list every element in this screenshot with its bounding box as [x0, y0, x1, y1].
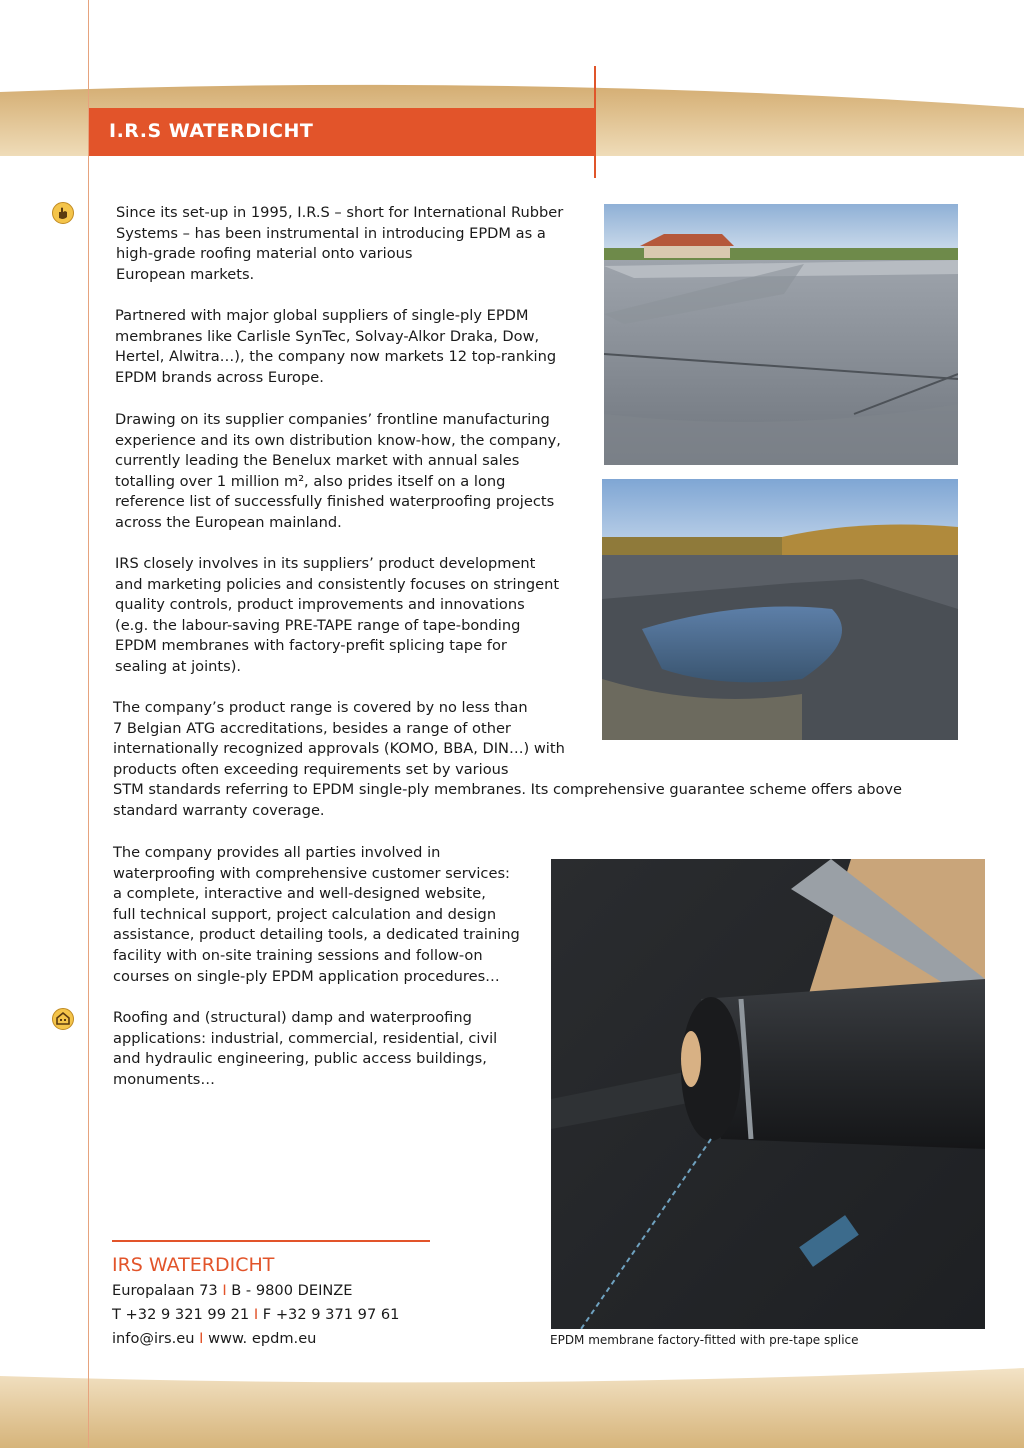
- address-separator: I: [222, 1282, 227, 1299]
- epdm-roll-photo: [551, 859, 985, 1329]
- email-link[interactable]: info@irs.eu: [112, 1330, 195, 1347]
- development-paragraph: IRS closely involves in its suppliers’ product development and marketing policies and consistently focuses on stringent quality controls, product improvements and innovations (e.g. the labour-saving PRE-TAPE range of tape-bonding EPDM membranes with factory-prefit splicing tape for sealing at joints).: [115, 555, 560, 675]
- phone-separator: I: [253, 1306, 259, 1323]
- footer-phone-fax: [112, 1306, 399, 1323]
- phone-number: T +32 9 321 99 21: [112, 1306, 250, 1323]
- address-street: Europalaan 73: [112, 1282, 218, 1299]
- services-paragraph: The company provides all parties involved in waterproofing with comprehensive customer services: a complete, interactive and well-designed website, full technical support, project calculation and design assistance, product detailing tools, a dedicated training facility with on-site training sessions and follow-on courses on single-ply EPDM application procedures…: [113, 844, 520, 985]
- water-basin-photo: [602, 479, 958, 740]
- bottom-decorative-band: [0, 1358, 1024, 1448]
- footer-company-name: IRS WATERDICHT: [112, 1254, 275, 1276]
- website-link[interactable]: www. epdm.eu: [208, 1330, 317, 1347]
- experience-paragraph: Drawing on its supplier companies’ frontline manufacturing experience and its own distribution know-how, the company, currently leading the Benelux market with annual sales totalling over 1 million m², also prides itself on a long reference list of successfully finished waterproofing projects across the European mainland.: [115, 411, 561, 531]
- web-separator: I: [199, 1330, 204, 1347]
- fax-number: F +32 9 371 97 61: [262, 1306, 400, 1323]
- building-icon: [52, 1008, 74, 1030]
- left-margin-line: [88, 0, 89, 1448]
- intro-paragraph: Since its set-up in 1995, I.R.S – short for International Rubber Systems – has been instrumental in introducing EPDM as a high-grade roofing material onto various European markets.: [116, 204, 564, 283]
- footer-divider: [112, 1240, 430, 1242]
- photo-caption: EPDM membrane factory-fitted with pre-tape splice: [550, 1333, 859, 1347]
- accreditation-paragraph: The company’s product range is covered by no less than 7 Belgian ATG accreditations, besides a range of other internationally recognized approvals (KOMO, BBA, DIN…) with products often exceeding requirements set by various STM standards referring to EPDM single-ply membranes. Its comprehensive guarantee scheme offers above standard warranty coverage.: [113, 699, 903, 819]
- partners-paragraph: Partnered with major global suppliers of single-ply EPDM membranes like Carlisle SynTec, Solvay-Alkor Draka, Dow, Hertel, Alwitra…), the company now markets 12 top-ranking EPDM brands across Europe.: [115, 307, 557, 386]
- footer-contact: [112, 1330, 316, 1347]
- basin-photo: [604, 204, 958, 465]
- page-title: I.R.S WATERDICHT: [109, 120, 314, 142]
- applications-paragraph: Roofing and (structural) damp and waterproofing applications: industrial, commercial, residential, civil and hydraulic engineering, public access buildings, monuments…: [113, 1009, 498, 1088]
- hand-icon: [52, 202, 74, 224]
- address-city: B - 9800 DEINZE: [231, 1282, 353, 1299]
- header-bar: [89, 108, 595, 156]
- footer-address: [112, 1282, 353, 1299]
